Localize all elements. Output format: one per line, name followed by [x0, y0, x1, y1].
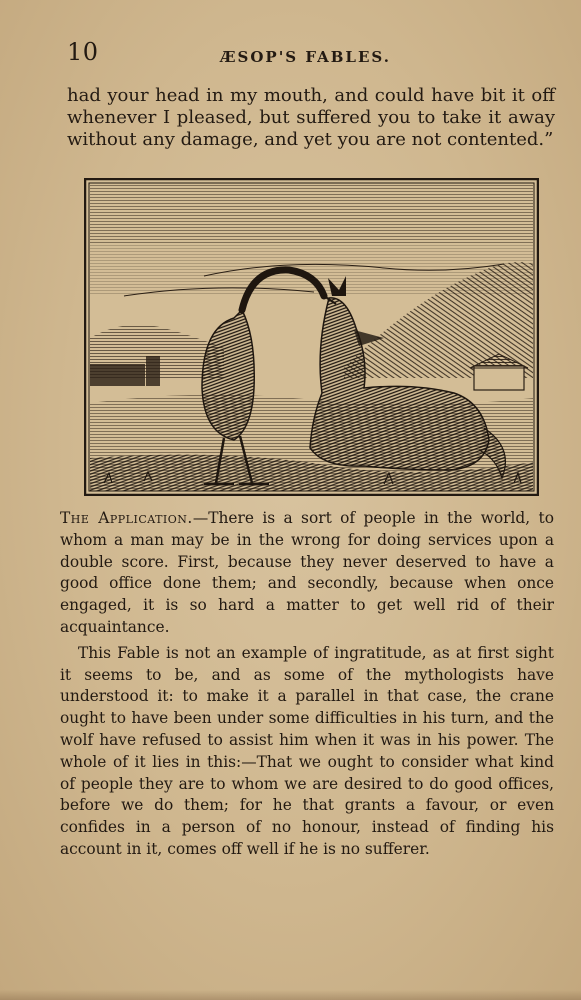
running-title: ÆSOP'S FABLES.: [220, 48, 391, 66]
fable-text-continuation: had your head in my mouth, and could have bit it off whenever I pleased, but suffered you to take it away without any damage, and yet you are not contented.”: [67, 85, 555, 150]
page-edge-stain: [0, 990, 581, 1000]
woodcut-illustration: [84, 178, 539, 496]
application-heading: The Application.: [60, 509, 193, 527]
page-number: 10: [67, 38, 99, 66]
application-paragraph-1-text: —There is a sort of people in the world, to whom a man may be in the wrong for doing services upon a double score. First, because they never deserved to have a good office done them; and secondly, because when once engaged, it is so hard a matter to get well rid of their acquaintance.: [60, 509, 555, 636]
application-section: [60, 508, 554, 861]
application-paragraph-1: [60, 508, 554, 639]
application-paragraph-2: This Fable is not an example of ingratitude, as at first sight it seems to be, and as some of the mythologists have understood it: to make it a parallel in that case, the crane ought to have been under some difficulties in his turn, and the wolf have refused to assist him when it was in his power. The whole of it lies in this:—That we ought to consider what kind of people they are to whom we are desired to do good offices, before we do them; for he that grants a favour, or even confides in a person of no honour, instead of finding his account in it, comes off well if he is no sufferer.: [60, 643, 554, 858]
crane-and-wolf-engraving: [84, 178, 539, 496]
